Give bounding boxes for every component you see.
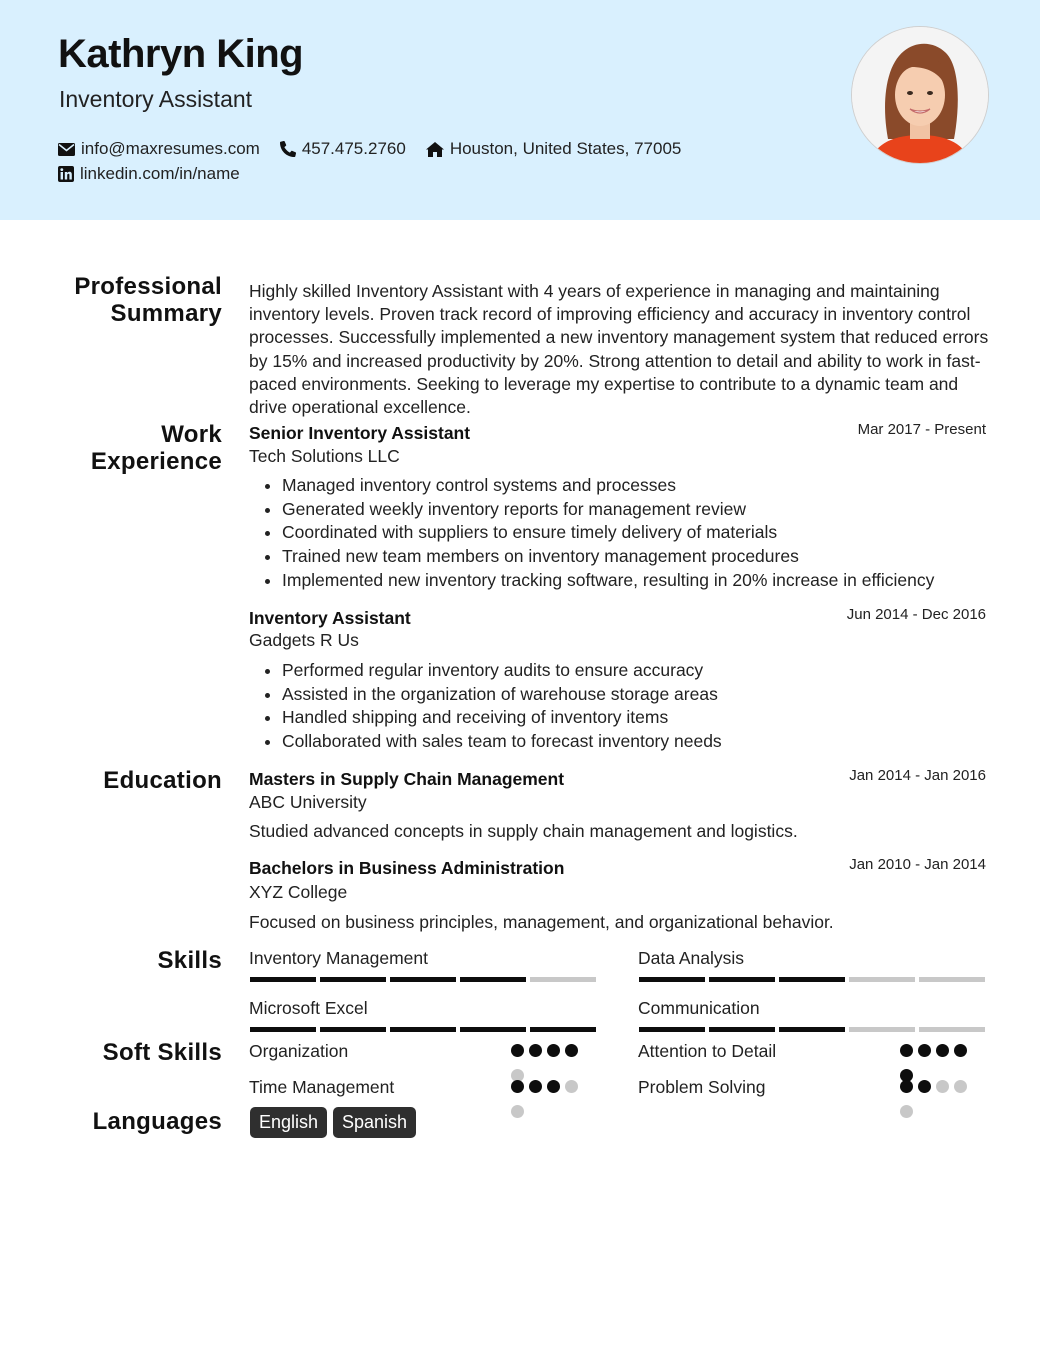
degree-dates-2: Jan 2010 - Jan 2014 [849, 856, 986, 873]
soft-skill-name: Time Management [249, 1077, 395, 1097]
rating-dot [936, 1080, 949, 1093]
skill-level-bar [250, 1027, 596, 1032]
list-item: • Generated weekly inventory reports for management review [282, 498, 934, 522]
skill-level-segment [530, 977, 596, 982]
rating-dot [529, 1044, 542, 1057]
section-title-work [40, 421, 222, 475]
soft-skill-rating [900, 1080, 982, 1118]
list-item: • Implemented new inventory tracking software, resulting in 20% increase in efficiency [282, 569, 934, 593]
phone-icon [280, 141, 296, 157]
skill-level-segment [849, 1027, 915, 1032]
rating-dot [954, 1044, 967, 1057]
skill-name: Microsoft Excel [249, 998, 368, 1018]
envelope-icon [58, 143, 75, 156]
company-1: Tech Solutions LLC [249, 446, 400, 466]
skill-level-segment [320, 977, 386, 982]
rating-dot [936, 1044, 949, 1057]
rating-dot [565, 1044, 578, 1057]
job-title-2: Inventory Assistant [249, 608, 411, 628]
header-banner [0, 0, 1040, 220]
job-bullets-2 [249, 659, 722, 754]
skill-level-bar [250, 977, 596, 982]
rating-dot [547, 1080, 560, 1093]
home-icon [426, 142, 444, 157]
candidate-name: Kathryn King [58, 32, 304, 76]
list-item: • Coordinated with suppliers to ensure timely delivery of materials [282, 521, 934, 545]
skill-level-segment [919, 1027, 985, 1032]
linkedin-contact[interactable] [58, 164, 240, 184]
skill-level-segment [460, 977, 526, 982]
location-text: Houston, United States, 77005 [449, 139, 682, 158]
degree-1: Masters in Supply Chain Management [249, 769, 565, 789]
section-title-skills: Skills [157, 947, 222, 974]
skill-level-segment [779, 977, 845, 982]
skill-name: Communication [638, 998, 760, 1018]
language-tag-english: English [250, 1107, 327, 1138]
degree-description-1: Studied advanced concepts in supply chain management and logistics. [249, 821, 798, 841]
rating-dot [511, 1080, 524, 1093]
skill-level-segment [460, 1027, 526, 1032]
list-item: • Assisted in the organization of warehouse storage areas [282, 683, 722, 707]
linkedin-text: linkedin.com/in/name [80, 164, 240, 183]
skill-level-segment [250, 977, 316, 982]
job-dates-1: Mar 2017 - Present [857, 421, 986, 438]
skill-level-bar [639, 1027, 985, 1032]
degree-dates-1: Jan 2014 - Jan 2016 [849, 767, 986, 784]
skill-level-segment [849, 977, 915, 982]
email-text: info@maxresumes.com [81, 139, 260, 158]
skill-level-segment [709, 977, 775, 982]
job-title: Inventory Assistant [59, 86, 253, 112]
list-item: • Performed regular inventory audits to ensure accuracy [282, 659, 722, 683]
linkedin-icon [58, 166, 74, 182]
rating-dot [954, 1080, 967, 1093]
school-2: XYZ College [249, 882, 348, 902]
section-title-summary [40, 273, 222, 327]
skill-level-segment [919, 977, 985, 982]
skill-level-segment [250, 1027, 316, 1032]
skill-level-segment [530, 1027, 596, 1032]
section-title-soft-skills: Soft Skills [102, 1039, 222, 1066]
soft-skill-rating [511, 1044, 593, 1082]
section-title-education: Education [103, 767, 222, 794]
soft-skill-name: Attention to Detail [638, 1041, 777, 1061]
skill-level-segment [390, 1027, 456, 1032]
company-2: Gadgets R Us [249, 630, 359, 650]
section-title-line: Professional [74, 273, 222, 300]
job-title-1: Senior Inventory Assistant [249, 423, 471, 443]
section-title-line: Work [161, 421, 222, 448]
contact-row-linkedin [58, 164, 260, 184]
skill-name: Data Analysis [638, 948, 745, 968]
location-contact [426, 139, 682, 159]
degree-2: Bachelors in Business Administration [249, 858, 565, 878]
list-item: • Trained new team members on inventory management procedures [282, 545, 934, 569]
skill-level-bar [639, 977, 985, 982]
email-contact[interactable] [58, 139, 260, 159]
school-1: ABC University [249, 792, 367, 812]
rating-dot [918, 1044, 931, 1057]
soft-skill-name: Problem Solving [638, 1077, 766, 1097]
job-bullets-1 [249, 474, 934, 593]
section-title-line: Summary [110, 300, 222, 327]
soft-skill-rating [900, 1044, 982, 1082]
skill-level-segment [390, 977, 456, 982]
rating-dot [900, 1044, 913, 1057]
list-item: • Managed inventory control systems and processes [282, 474, 934, 498]
soft-skill-name: Organization [249, 1041, 349, 1061]
phone-text: 457.475.2760 [301, 139, 406, 158]
skill-level-segment [639, 977, 705, 982]
degree-description-2: Focused on business principles, management, and organizational behavior. [249, 912, 834, 932]
skill-level-segment [639, 1027, 705, 1032]
job-dates-2: Jun 2014 - Dec 2016 [846, 606, 986, 623]
rating-dot [511, 1044, 524, 1057]
skill-level-segment [709, 1027, 775, 1032]
rating-dot [900, 1080, 913, 1093]
rating-dot [547, 1044, 560, 1057]
rating-dot [900, 1105, 913, 1118]
profile-photo [851, 26, 989, 164]
rating-dot [565, 1080, 578, 1093]
list-item: • Handled shipping and receiving of inventory items [282, 706, 722, 730]
rating-dot [529, 1080, 542, 1093]
skill-level-segment [320, 1027, 386, 1032]
section-title-line: Experience [90, 448, 222, 475]
section-title-languages: Languages [92, 1108, 222, 1135]
contact-row [58, 139, 701, 159]
phone-contact[interactable] [280, 139, 406, 159]
language-tag-spanish: Spanish [333, 1107, 416, 1138]
skill-level-segment [779, 1027, 845, 1032]
list-item: • Collaborated with sales team to forecast inventory needs [282, 730, 722, 754]
rating-dot [511, 1105, 524, 1118]
soft-skill-rating [511, 1080, 593, 1118]
skill-name: Inventory Management [249, 948, 428, 968]
summary-text: Highly skilled Inventory Assistant with 4 years of experience in managing and maintaining inventory levels. Proven track record of improving efficiency and accuracy in inventory control processes. Successfully implemented a new inventory management system that reduced errors by 15% and increased productivity by 20%. Strong attention to detail and ability to work in fast-paced environments. Seeking to leverage my expertise to contribute to a dynamic team and drive operational excellence. [249, 281, 989, 418]
rating-dot [918, 1080, 931, 1093]
